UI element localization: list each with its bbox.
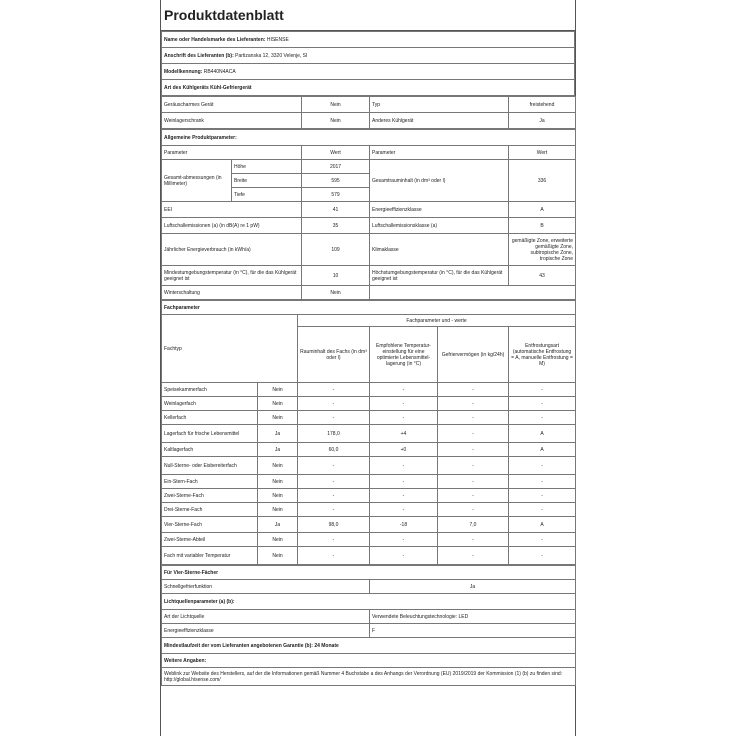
compartment-row <box>162 503 576 517</box>
compartment-present: Nein <box>258 533 298 547</box>
cell-value: Nein <box>302 113 370 129</box>
compartment-volume: 98,0 <box>298 517 370 533</box>
compartment-volume: - <box>298 503 370 517</box>
compartment-defrost: - <box>509 397 576 411</box>
compartment-row <box>162 425 576 443</box>
compartment-freezing: - <box>438 475 509 489</box>
dim-value: 2017 <box>302 160 370 174</box>
compartment-defrost: - <box>509 383 576 397</box>
compartment-row <box>162 411 576 425</box>
dim-name: Tiefe <box>232 188 302 202</box>
product-data-sheet <box>160 0 576 736</box>
param-value: gemäßigte Zone, erweiterte gemäßigte Zone, subtropische Zone, tropische Zone <box>509 234 576 266</box>
cell-label: Anderes Kühlgerät <box>370 113 509 129</box>
volume-label: Gesamtrauminhalt (in dm³ oder l) <box>370 160 509 202</box>
compartment-freezing: - <box>438 457 509 475</box>
compartment-present: Nein <box>258 489 298 503</box>
cell-label: Typ <box>370 97 509 113</box>
dim-name: Breite <box>232 174 302 188</box>
compartment-temperature: - <box>370 503 438 517</box>
compartment-defrost: - <box>509 503 576 517</box>
compartment-name: Zwei-Sterne-Abteil <box>162 533 258 547</box>
compartment-volume: 178,0 <box>298 425 370 443</box>
compartment-defrost: A <box>509 517 576 533</box>
supplier-value: HISENSE <box>266 36 289 43</box>
compartment-defrost: A <box>509 425 576 443</box>
param-value: A <box>509 202 576 218</box>
compartment-name: Kellerfach <box>162 411 258 425</box>
dim-value: 595 <box>302 174 370 188</box>
general-heading: Allgemeine Produktparameter: <box>162 130 576 146</box>
winter-value: Nein <box>302 286 370 300</box>
compartment-temperature: +0 <box>370 443 438 457</box>
col-value: Wert <box>509 146 576 160</box>
compartment-present: Nein <box>258 475 298 489</box>
address-value: Partizanska 12, 3320 Velenje, SI <box>235 52 308 59</box>
empty-cell <box>370 286 576 300</box>
param-value: B <box>509 218 576 234</box>
compartment-defrost: - <box>509 411 576 425</box>
appliance-row <box>162 97 576 113</box>
compartment-temperature: +4 <box>370 425 438 443</box>
compartment-volume: - <box>298 457 370 475</box>
compartment-volume: 60,0 <box>298 443 370 457</box>
compartment-freezing: - <box>438 489 509 503</box>
compartment-present: Nein <box>258 457 298 475</box>
compartment-name: Ein-Stern-Fach <box>162 475 258 489</box>
supplier-table <box>161 31 575 96</box>
model-value: RB440N4ACA <box>203 68 236 75</box>
compartment-defrost: - <box>509 489 576 503</box>
compartment-defrost: - <box>509 457 576 475</box>
cell-value: Ja <box>509 113 576 129</box>
model-label: Modellkennung: <box>164 68 203 75</box>
supplier-row <box>162 32 575 48</box>
compartment-volume: - <box>298 489 370 503</box>
model-row <box>162 64 575 80</box>
appliance-type-table <box>161 96 576 129</box>
compartment-freezing: - <box>438 443 509 457</box>
light-type-label: Art der Lichtquelle <box>162 610 370 624</box>
warranty-row <box>162 638 576 654</box>
warranty-label: Mindestlaufzeit der vom Lieferanten angebotenen Garantie (b): <box>164 642 313 649</box>
param-label: Klimaklasse <box>370 234 509 266</box>
compartment-defrost: A <box>509 443 576 457</box>
quick-freeze-value: Ja <box>370 580 576 594</box>
compartment-temperature: - <box>370 457 438 475</box>
compartment-freezing: - <box>438 533 509 547</box>
compartment-freezing: - <box>438 383 509 397</box>
param-value: 35 <box>302 218 370 234</box>
compartment-present: Ja <box>258 443 298 457</box>
compartment-name: Vier-Sterne-Fach <box>162 517 258 533</box>
light-heading: Lichtquellenparameter (a) (b): <box>162 594 576 610</box>
compartment-volume: - <box>298 547 370 565</box>
four-star-heading: Für Vier-Sterne-Fächer <box>162 566 576 580</box>
compartment-present: Nein <box>258 397 298 411</box>
compartment-row <box>162 547 576 565</box>
compartment-name: Speisekammerfach <box>162 383 258 397</box>
param-value: 43 <box>509 266 576 286</box>
compartment-name: Lagerfach für frische Lebensmittel <box>162 425 258 443</box>
further-text: Weblink zur Website des Herstellers, auf der die Informationen gemäß Nummer 4 Buchstabe a des Anhangs der Verordnung (EU) 2019/2019 der Kommission (1) (b) zu finden sind: http://global.hisense.com/ <box>162 668 576 686</box>
compartment-temperature: - <box>370 397 438 411</box>
volume-value: 336 <box>509 160 576 202</box>
compartment-present: Ja <box>258 517 298 533</box>
compartment-name: Weinlagerfach <box>162 397 258 411</box>
compartment-name: Fach mit variabler Temperatur <box>162 547 258 565</box>
cell-value: freistehend <box>509 97 576 113</box>
supplier-label: Name oder Handelsmarke des Lieferanten: <box>164 36 266 43</box>
compartment-volume: - <box>298 383 370 397</box>
light-class-value: F <box>370 624 576 638</box>
compartment-present: Nein <box>258 503 298 517</box>
compartment-row <box>162 383 576 397</box>
cell-label: Weinlagerschrank <box>162 113 302 129</box>
compartment-defrost: - <box>509 533 576 547</box>
compartments-heading: Fachparameter <box>162 301 576 315</box>
cell-label: Geräuscharmes Gerät <box>162 97 302 113</box>
col-volume: Rauminhalt des Fachs (in dm³ oder l) <box>298 327 370 383</box>
compartment-freezing: - <box>438 547 509 565</box>
param-label: Mindestumgebungstemperatur (in °C), für die das Kühlgerät geeignet ist <box>162 266 302 286</box>
compartment-present: Nein <box>258 383 298 397</box>
compartment-row <box>162 457 576 475</box>
compartment-volume: - <box>298 533 370 547</box>
param-value: 109 <box>302 234 370 266</box>
quick-freeze-label: Schnellgefrierfunktion <box>162 580 370 594</box>
compartment-name: Kaltlagerfach <box>162 443 258 457</box>
compartment-row <box>162 489 576 503</box>
param-label: EEI <box>162 202 302 218</box>
compartment-volume: - <box>298 411 370 425</box>
appliance-row <box>162 113 576 129</box>
address-label: Anschrift des Lieferanten (b): <box>164 52 234 59</box>
col-defrost-type: Entfrostungsart (automatische Entfrostung = A, manuelle Entfrostung = M) <box>509 327 576 383</box>
four-star-table <box>161 565 576 686</box>
col-freezing-capacity: Gefriervermögen (in kg/24h) <box>438 327 509 383</box>
compartment-row <box>162 397 576 411</box>
compartment-present: Nein <box>258 547 298 565</box>
compartment-temperature: - <box>370 411 438 425</box>
col-parameter: Parameter <box>162 146 302 160</box>
param-label: Luftschallemissionen (a) (in dB(A) re 1 pW) <box>162 218 302 234</box>
compartment-rows <box>162 383 576 565</box>
compartment-row <box>162 517 576 533</box>
compartment-volume: - <box>298 397 370 411</box>
param-value: 41 <box>302 202 370 218</box>
param-label: Energieeffizienzklasse <box>370 202 509 218</box>
param-value: 10 <box>302 266 370 286</box>
compartment-freezing: - <box>438 425 509 443</box>
cell-value: Nein <box>302 97 370 113</box>
compartment-temperature: - <box>370 533 438 547</box>
compartment-temperature: - <box>370 475 438 489</box>
compartment-freezing: - <box>438 503 509 517</box>
appliance-type-heading: Art des Kühlgeräts Kühl-Gefriergerät <box>162 80 575 96</box>
col-value: Wert <box>302 146 370 160</box>
param-label: Höchstumgebungstemperatur (in °C), für die das Kühlgerät geeignet ist <box>370 266 509 286</box>
col-compartment-type: Fachtyp <box>162 315 298 383</box>
warranty-value: 24 Monate <box>314 642 339 649</box>
compartment-freezing: - <box>438 411 509 425</box>
col-temperature: Empfohlene Temperatur-einstellung für eine optimierte Lebensmittel-lagerung (in °C) <box>370 327 438 383</box>
light-type-value: Verwendete Beleuchtungstechnologie: LED <box>370 610 576 624</box>
compartment-temperature: -18 <box>370 517 438 533</box>
compartment-temperature: - <box>370 489 438 503</box>
compartment-name: Null-Sterne- oder Eisbereiterfach <box>162 457 258 475</box>
compartment-row <box>162 443 576 457</box>
dim-name: Höhe <box>232 160 302 174</box>
compartment-volume: - <box>298 475 370 489</box>
compartment-table <box>161 300 576 565</box>
further-heading: Weitere Angaben: <box>162 654 576 668</box>
compartment-present: Nein <box>258 411 298 425</box>
light-class-label: Energieeffizienzklasse <box>162 624 370 638</box>
compartment-freezing: 7,0 <box>438 517 509 533</box>
compartment-freezing: - <box>438 397 509 411</box>
dimensions-label: Gesamt-abmessungen (in Millimeter) <box>162 160 232 202</box>
compartment-temperature: - <box>370 547 438 565</box>
dim-value: 579 <box>302 188 370 202</box>
compartments-group-header: Fachparameter und - werte <box>298 315 576 327</box>
compartment-row <box>162 475 576 489</box>
param-label: Jährlicher Energieverbrauch (in kWh/a) <box>162 234 302 266</box>
col-parameter: Parameter <box>370 146 509 160</box>
compartment-present: Ja <box>258 425 298 443</box>
compartment-row <box>162 533 576 547</box>
compartment-name: Zwei-Sterne-Fach <box>162 489 258 503</box>
page-title: Produktdatenblatt <box>161 0 575 31</box>
address-row <box>162 48 575 64</box>
compartment-defrost: - <box>509 475 576 489</box>
compartment-name: Drei-Sterne-Fach <box>162 503 258 517</box>
general-params-table <box>161 129 576 300</box>
param-label: Luftschallemissionsklasse (a) <box>370 218 509 234</box>
compartment-temperature: - <box>370 383 438 397</box>
compartment-defrost: - <box>509 547 576 565</box>
winter-label: Winterschaltung <box>162 286 302 300</box>
